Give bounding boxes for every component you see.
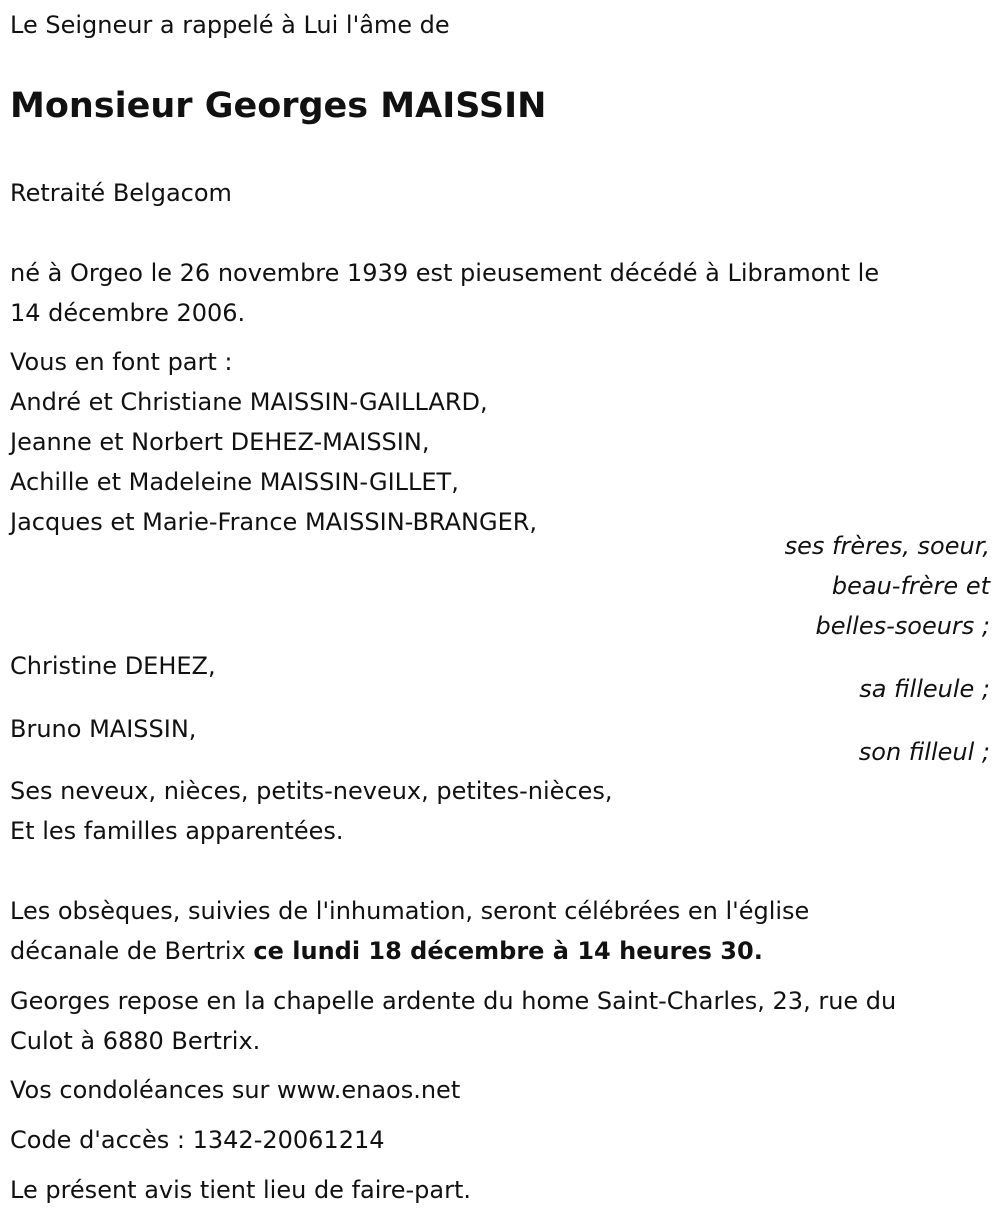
announcers-heading: Vous en font part : <box>10 348 233 376</box>
intro-text: Le Seigneur a rappelé à Lui l'âme de <box>10 11 450 39</box>
condolences-line: Vos condoléances sur www.enaos.net <box>10 1076 461 1104</box>
siblings-relation: beau-frère et <box>831 572 990 600</box>
goddaughter-relation: sa filleule ; <box>859 675 990 703</box>
rest-line-2: Culot à 6880 Bertrix. <box>10 1027 261 1055</box>
funeral-line-2 <box>10 936 763 966</box>
rest-line-1: Georges repose en la chapelle ardente du home Saint-Charles, 23, rue du <box>10 987 897 1015</box>
godson-name: Bruno MAISSIN, <box>10 715 197 743</box>
access-code-line: Code d'accès : 1342-20061214 <box>10 1126 385 1154</box>
funeral-line-1: Les obsèques, suivies de l'inhumation, seront célébrées en l'église <box>10 897 810 925</box>
birth-death-line-2: 14 décembre 2006. <box>10 299 246 327</box>
siblings-relation: belles-soeurs ; <box>815 612 990 640</box>
notice-line: Le présent avis tient lieu de faire-part. <box>10 1176 472 1204</box>
sibling-line: Jacques et Marie-France MAISSIN-BRANGER, <box>10 508 538 536</box>
funeral-datetime: ce lundi 18 décembre à 14 heures 30. <box>253 937 763 965</box>
sibling-line: André et Christiane MAISSIN-GAILLARD, <box>10 388 488 416</box>
sibling-line: Jeanne et Norbert DEHEZ-MAISSIN, <box>10 428 430 456</box>
goddaughter-name: Christine DEHEZ, <box>10 652 216 680</box>
funeral-place: décanale de Bertrix <box>10 937 246 965</box>
families-line: Et les familles apparentées. <box>10 817 344 845</box>
birth-death-line-1: né à Orgeo le 26 novembre 1939 est pieusement décédé à Libramont le <box>10 259 880 287</box>
sibling-line: Achille et Madeleine MAISSIN-GILLET, <box>10 468 459 496</box>
godson-relation: son filleul ; <box>858 738 990 766</box>
occupation: Retraité Belgacom <box>10 179 232 207</box>
deceased-name: Monsieur Georges MAISSIN <box>10 86 547 126</box>
siblings-relation: ses frères, soeur, <box>784 532 990 560</box>
nephews-line: Ses neveux, nièces, petits-neveux, petites-nièces, <box>10 777 613 805</box>
